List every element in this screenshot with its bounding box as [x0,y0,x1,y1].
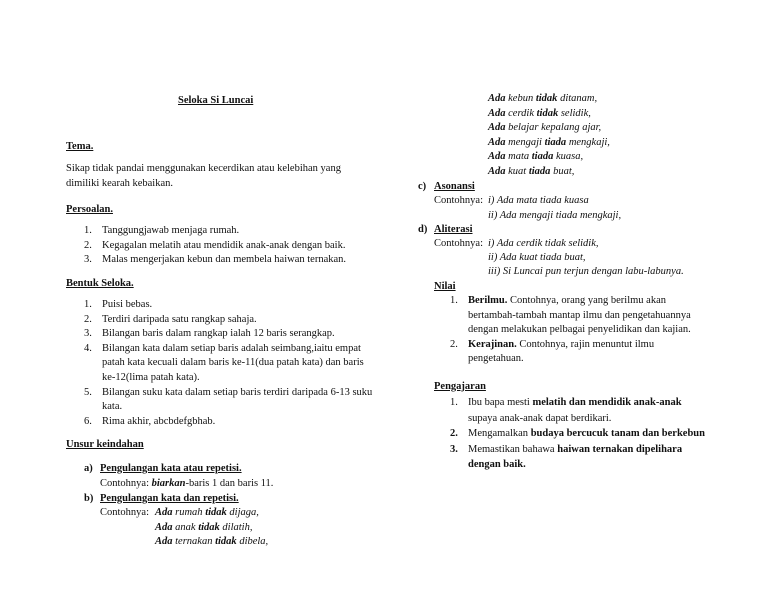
nilai-heading: Nilai [434,281,456,292]
list-item: 3. Memastikan bahawa haiwan ternakan dipelihara dengan baik. [450,443,683,471]
list-item: 2. Kerajinan. Contohnya, rajin menuntut ilmu pengetahuan. [450,338,655,365]
list-item: 1. Puisi bebas. [84,299,153,310]
list-item: 3. Malas mengerjakan kebun dan membela haiwan ternakan. [84,254,347,266]
persoalan-heading: Persoalan. [66,204,113,215]
list-item: 2. Terdiri daripada satu rangkap sahaja. [84,313,257,325]
unsur-heading: Unsur keindahan [66,439,144,450]
poem-line: Ada anak tidak dilatih, [155,521,253,533]
unsur-c-label: Asonansi [434,181,475,192]
nilai-list [450,294,712,367]
poem-line: Ada ternakan tidak dibela, [155,536,269,548]
list-item: 1. Berilmu. Contohnya, orang yang berilmu akan bertambah-tambah mantap ilmu dan pengetahuannya dengan melakukan pelbagai penyelidikan dan kajian. [450,295,691,336]
list-item: 6. Rima akhir, abcbdefgbhab. [84,415,216,427]
unsur-d-marker: d) [418,224,428,235]
unsur-a-marker: a) [84,463,93,474]
poem-line: Ada mengaji tiada mengkaji, [488,136,610,148]
unsur-c-prefix: Contohnya: [434,195,483,206]
unsur-a-example: Contohnya: biarkan-baris 1 dan baris 11. [100,478,274,489]
list-item: 3. Bilangan baris dalam rangkap ialah 12 baris serangkap. [84,328,335,340]
poem-line: Ada cerdik tidak selidik, [488,107,591,119]
unsur-b-label: Pengulangan kata dan repetisi. [100,493,239,504]
poem-line: Ada kebun tidak ditanam, [488,93,598,104]
list-item: 2. Kegagalan melatih atau mendidik anak-anak dengan baik. [84,239,346,251]
poem-right [488,92,610,180]
list-item: 4. Bilangan kata dalam setiap baris adalah seimbang,iaitu empat patah kata kecuali dalam baris ke-11(dua patah kata) dan baris ke-12(lima patah kata). [84,342,364,383]
unsur-d-prefix: Contohnya: [434,238,483,249]
bentuk-list [84,298,374,429]
poem-line: Ada mata tiada kuasa, [488,151,584,163]
unsur-b-marker: b) [84,493,94,504]
poem-left [155,506,268,550]
unsur-c-marker: c) [418,181,427,192]
list-item: 1. Tanggungjawab menjaga rumah. [84,225,240,236]
poem-line: Ada rumah tidak dijaga, [155,507,259,518]
pengajaran-heading: Pengajaran [434,381,486,392]
document-title: Seloka Si Luncai [178,95,254,106]
list-item: 5. Bilangan suku kata dalam setiap baris terdiri daripada 6-13 suku kata. [84,386,373,413]
unsur-c-line1: i) Ada mata tiada kuasa [488,195,589,206]
poem-line: Ada belajar kepalang ajar, [488,122,602,134]
tema-heading: Tema. [66,141,94,152]
bentuk-heading: Bentuk Seloka. [66,278,134,289]
unsur-d-label: Aliterasi [434,224,473,235]
unsur-b-prefix: Contohnya: [100,507,149,518]
poem-line: Ada kuat tiada buat, [488,165,575,177]
unsur-d-line1: i) Ada cerdik tidak selidik, [488,238,599,249]
unsur-d-line2: ii) Ada kuat tiada buat, [488,252,586,263]
persoalan-list [84,224,374,268]
list-item: 1. Ibu bapa mesti melatih dan mendidik anak-anak supaya anak-anak dapat berdikari. [450,397,682,424]
unsur-c-line2: ii) Ada mengaji tiada mengkaji, [488,210,622,221]
list-item: 2. Mengamalkan budaya bercucuk tanam dan berkebun [450,428,705,440]
pengajaran-list [450,395,712,473]
tema-text: Sikap tidak pandai menggunakan kecerdikan atau kelebihan yang dimiliki kearah kebaikan. [66,163,341,189]
unsur-d-line3: iii) Si Luncai pun terjun dengan labu-labunya. [488,266,684,277]
unsur-a-label: Pengulangan kata atau repetisi. [100,463,242,474]
